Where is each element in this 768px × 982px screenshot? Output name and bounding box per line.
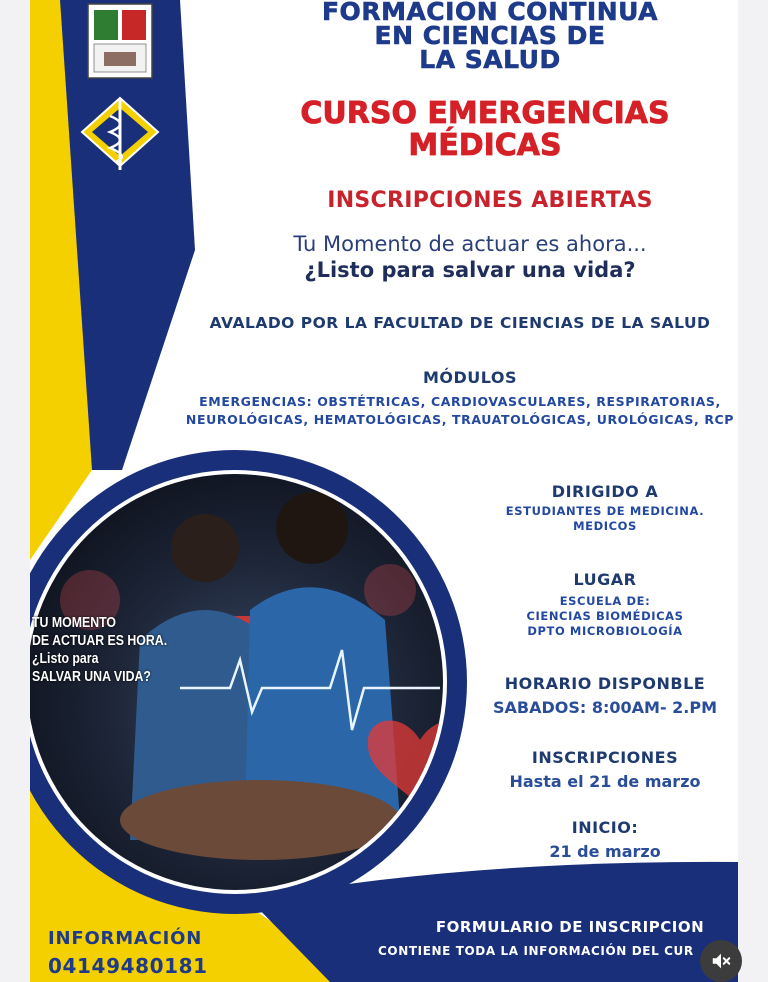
enrollment-open-label: INSCRIPCIONES ABIERTAS	[327, 188, 653, 213]
program-title-line-1: FORMACION CONTINUA	[321, 0, 658, 26]
place-line-3: DPTO MICROBIOLOGÍA	[527, 624, 683, 638]
course-poster	[30, 0, 738, 982]
tagline-1: Tu Momento de actuar es ahora...	[293, 232, 647, 256]
schedule-value: SABADOS: 8:00AM- 2.PM	[492, 698, 718, 717]
university-shield-icon	[88, 4, 152, 78]
modules-heading: MÓDULOS	[422, 368, 518, 387]
program-title	[190, 0, 738, 72]
audience-heading: DIRIGIDO A	[551, 482, 659, 501]
registration-form-heading: FORMULARIO DE INSCRIPCION	[435, 918, 705, 936]
contact-heading: INFORMACIÓN	[48, 928, 203, 949]
photo-overlay-line-1: TU MOMENTO	[32, 615, 116, 631]
program-title-line-2: EN CIENCIAS DE	[374, 21, 606, 50]
photo-overlay-line-3: ¿Listo para	[32, 651, 99, 667]
schedule-heading: HORARIO DISPONBLE	[504, 674, 706, 693]
start-date: 21 de marzo	[549, 842, 661, 861]
place-line-2: CIENCIAS BIOMÉDICAS	[526, 609, 684, 623]
photo-overlay-line-4: SALVAR UNA VIDA?	[32, 669, 151, 685]
registration-deadline: Hasta el 21 de marzo	[509, 772, 701, 791]
contact-phone: 04149480181	[48, 954, 208, 978]
audience-line-1: ESTUDIANTES DE MEDICINA.	[505, 504, 705, 518]
tagline-2: ¿Listo para salvar una vida?	[304, 258, 636, 282]
course-title	[220, 98, 738, 162]
start-heading: INICIO:	[571, 818, 639, 837]
photo-overlay-text	[32, 614, 167, 686]
program-title-line-3: LA SALUD	[419, 45, 561, 74]
registration-heading: INSCRIPCIONES	[531, 748, 679, 767]
course-title-line-2: MÉDICAS	[408, 128, 562, 163]
endorsement-text: AVALADO POR LA FACULTAD DE CIENCIAS DE LA SALUD	[209, 314, 711, 332]
registration-form-subtext: CONTIENE TODA LA INFORMACIÓN DEL CUR	[378, 944, 694, 958]
mute-toggle-button[interactable]	[700, 940, 742, 982]
modules-line-2: NEUROLÓGICAS, HEMATOLÓGICAS, TRAUATOLÓGICAS, UROLÓGICAS, RCP	[185, 412, 735, 427]
course-title-line-1: CURSO EMERGENCIAS	[300, 96, 670, 131]
speaker-muted-icon	[710, 950, 732, 972]
photo-overlay-line-2: DE ACTUAR ES HORA.	[32, 633, 168, 649]
modules-line-1: EMERGENCIAS: OBSTÉTRICAS, CARDIOVASCULARES, RESPIRATORIAS,	[199, 394, 721, 409]
place-heading: LUGAR	[573, 570, 637, 589]
audience-line-2: MEDICOS	[573, 519, 637, 533]
place-line-1: ESCUELA DE:	[559, 594, 651, 608]
